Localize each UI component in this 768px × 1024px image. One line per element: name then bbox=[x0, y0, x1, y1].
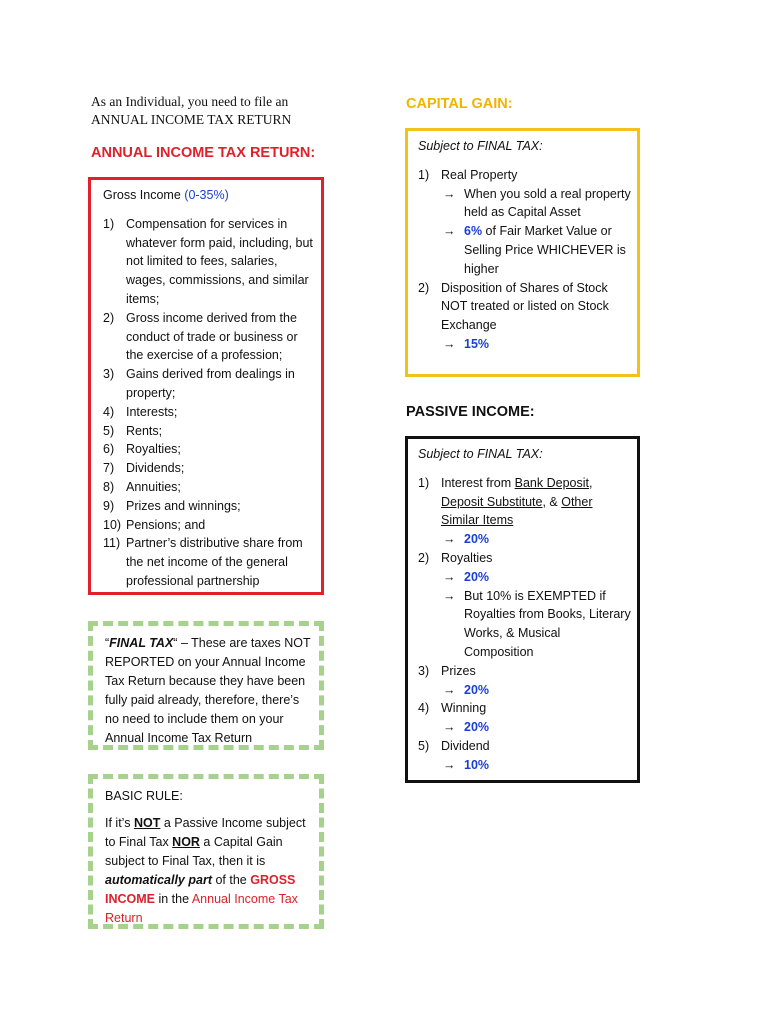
list-item: 6) Royalties; bbox=[103, 442, 181, 457]
capital-gain-list bbox=[418, 166, 631, 354]
intro-line-2: ANNUAL INCOME TAX RETURN bbox=[91, 112, 292, 127]
final-tax-note: “FINAL TAX“ – These are taxes NOT REPORTED on your Annual Income Tax Return because they have been fully paid already, therefore, there’s no need to include them on your Annual Income Tax Return bbox=[88, 621, 324, 750]
gross-income-rate: (0-35%) bbox=[184, 188, 229, 202]
annual-income-tax-heading: ANNUAL INCOME TAX RETURN: bbox=[91, 145, 316, 161]
list-item: 5) Dividend → 10% bbox=[418, 737, 631, 775]
list-item: 10) Pensions; and bbox=[103, 517, 206, 532]
list-item: 3) Gains derived from dealings in property; bbox=[103, 367, 295, 400]
passive-income-heading: PASSIVE INCOME: bbox=[406, 404, 535, 420]
basic-rule-text: If it’s NOT a Passive Income subject to Final Tax NOR a Capital Gain subject to Final Tax, then it is automatically part of the GROSS INCOME in the Annual Income Tax Return bbox=[105, 816, 306, 925]
list-item: 9) Prizes and winnings; bbox=[103, 498, 241, 513]
arrow-icon: → bbox=[443, 186, 456, 201]
list-item: 3) Prizes → 20% bbox=[418, 662, 631, 700]
list-item: 2) Disposition of Shares of Stock NOT treated or listed on Stock Exchange → 15% bbox=[418, 279, 631, 354]
arrow-icon: → bbox=[443, 336, 456, 351]
passive-income-box bbox=[405, 436, 640, 783]
arrow-icon: → bbox=[443, 757, 456, 772]
list-subitem: → 6% of Fair Market Value or Selling Price WHICHEVER is higher bbox=[443, 224, 626, 276]
list-item: 1) Real Property → When you sold a real property held as Capital Asset → 6% of Fair Market Value or Selling Price WHICHEVER is higher bbox=[418, 166, 631, 279]
arrow-icon: → bbox=[443, 532, 456, 547]
list-subitem: → 20% bbox=[441, 568, 631, 587]
basic-rule-box bbox=[88, 774, 324, 929]
list-item: 5) Rents; bbox=[103, 423, 163, 438]
arrow-icon: → bbox=[443, 682, 456, 697]
list-subitem: → 10% bbox=[441, 756, 631, 775]
arrow-icon: → bbox=[443, 224, 456, 239]
arrow-icon: → bbox=[443, 720, 456, 735]
list-subitem: → 15% bbox=[441, 335, 631, 354]
list-subitem: → When you sold a real property held as Capital Asset bbox=[443, 186, 631, 220]
list-subitem: → But 10% is EXEMPTED if Royalties from Books, Literary Works, & Musical Composition bbox=[443, 588, 631, 659]
list-item: 4) Interests; bbox=[103, 404, 178, 419]
passive-income-subject: Subject to FINAL TAX: bbox=[418, 447, 543, 461]
list-item: 2) Gross income derived from the conduct of trade or business or the exercise of a profession; bbox=[103, 310, 298, 363]
arrow-icon: → bbox=[443, 569, 456, 584]
list-item: 7) Dividends; bbox=[103, 461, 185, 476]
capital-gain-heading: CAPITAL GAIN: bbox=[406, 96, 513, 112]
gross-income-list bbox=[103, 215, 313, 591]
list-subitem: → 20% bbox=[441, 530, 631, 549]
capital-gain-subject: Subject to FINAL TAX: bbox=[418, 139, 543, 153]
final-tax-term: FINAL TAX bbox=[109, 636, 174, 650]
list-item: 1) Interest from Bank Deposit, Deposit Substitute, & Other Similar Items → 20% bbox=[418, 474, 631, 549]
gross-income-label: Gross Income (0-35%) bbox=[103, 188, 229, 202]
list-item: 8) Annuities; bbox=[103, 479, 181, 494]
list-item: 1) Compensation for services in whatever form paid, including, but not limited to fees, salaries, wages, commissions, and similar items; bbox=[103, 216, 313, 306]
list-subitem: → 20% bbox=[441, 718, 631, 737]
capital-gain-box bbox=[405, 128, 640, 377]
arrow-icon: → bbox=[443, 588, 456, 603]
list-subitem: → 20% bbox=[441, 681, 631, 700]
gross-income-box bbox=[88, 177, 324, 595]
intro-text bbox=[91, 93, 371, 129]
intro-line-1: As an Individual, you need to file an bbox=[91, 94, 289, 109]
passive-income-list bbox=[418, 474, 631, 775]
basic-rule-title: BASIC RULE: bbox=[105, 789, 183, 803]
list-item: 4) Winning → 20% bbox=[418, 699, 631, 737]
list-item: 11) Partner’s distributive share from the net income of the general professional partnership bbox=[103, 536, 303, 588]
list-item: 2) Royalties → 20% → But 10% is EXEMPTED if Royalties from Books, Literary Works, & Musical Composition bbox=[418, 549, 631, 662]
